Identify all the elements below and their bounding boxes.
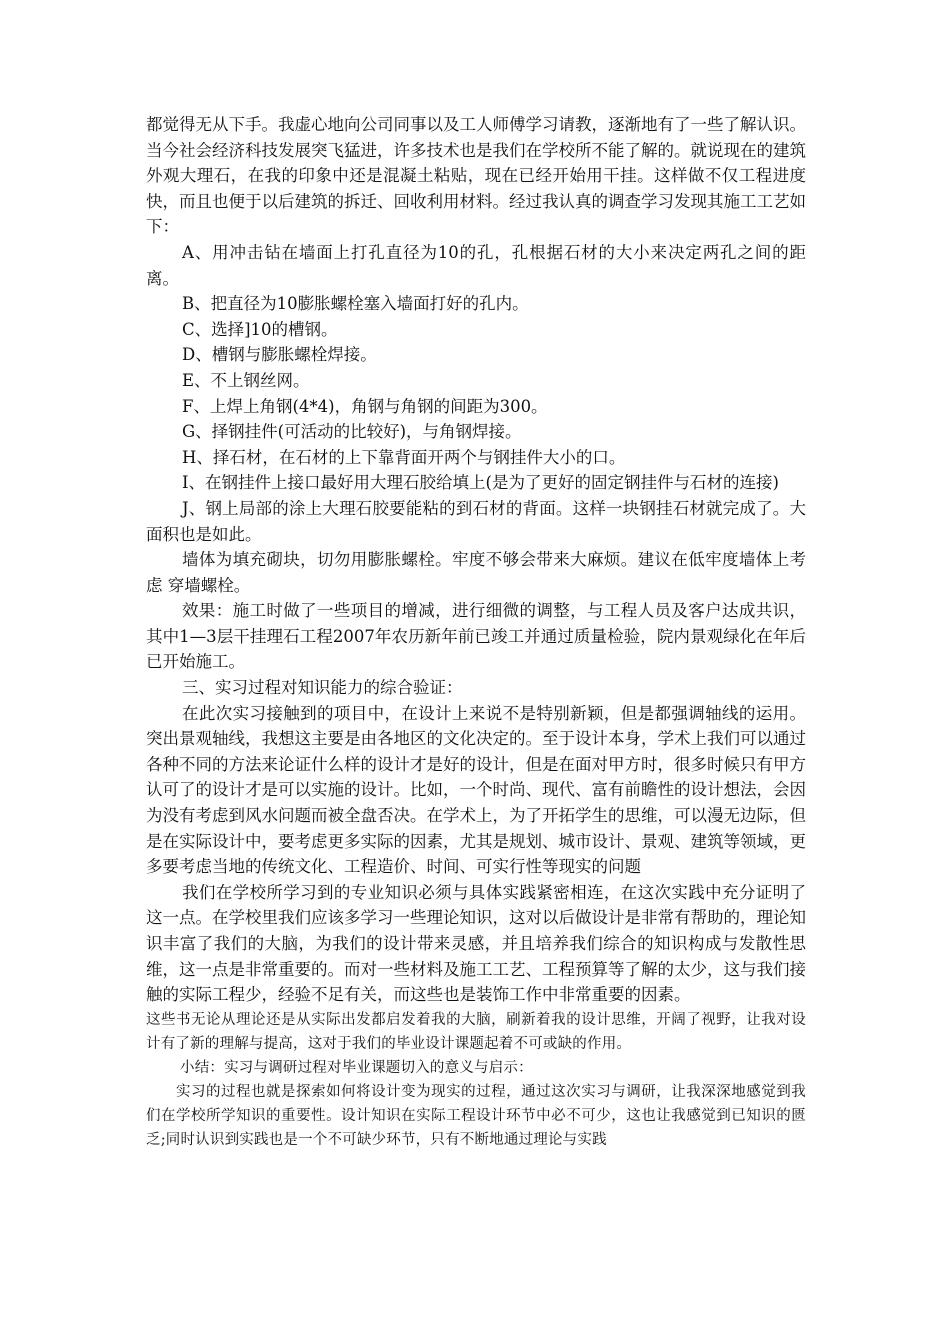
paragraph-axis-design: 在此次实习接触到的项目中，在设计上来说不是特别新颖，但是都强调轴线的运用。突出景观轴线，我想这主要是由各地区的文化决定的。至于设计本身，学术上我们可以通过各种不同的方法来论证什么样的设计才是好的设计，但是在面对甲方时，很多时候只有甲方认可了的设计才是可以实施的设计。比如，一个时尚、现代、富有前瞻性的设计想法，会因为没有考虑到风水问题而被全盘否决。在学术上，为了开拓学生的思维，可以漫无边际，但是在实际设计中，要考虑更多实际的因素，尤其是规划、城市设计、景观、建筑等领域，更多要考虑当地的传统文化、工程造价、时间、可实行性等现实的问题: [146, 703, 806, 877]
paragraph-books: 这些书无论从理论还是从实际出发都启发着我的大脑，刷新着我的设计思维，开阔了视野，让我对设计有了新的理解与提高，这对于我们的毕业设计课题起着不可或缺的作用。: [146, 1011, 806, 1052]
paragraph-wall-note: 墙体为填充砌块，切勿用膨胀螺栓。牢度不够会带来大麻烦。建议在低牢度墙体上考虑 穿墙螺栓。: [146, 550, 806, 595]
step-e: E、不上钢丝网。: [182, 370, 310, 390]
step-i: I、在钢挂件上接口最好用大理石胶给填上(是为了更好的固定钢挂件与石材的连接): [182, 473, 779, 493]
document-body: [146, 112, 806, 1152]
paragraph-effect: 效果：施工时做了一些项目的增减，进行细微的调整，与工程人员及客户达成共识，其中1—3层干挂理石工程2007年农历新年前已竣工并通过质量检验，院内景观绿化在年后已开始施工。: [146, 601, 806, 672]
step-d: D、槽钢与膨胀螺栓焊接。: [182, 345, 377, 365]
paragraph-summary: 实习的过程也就是探索如何将设计变为现实的过程，通过这次实习与调研，让我深深地感觉到我们在学校所学知识的重要性。设计知识在实际工程设计环节中必不可少，这也让我感觉到已知识的匮乏;同时认识到实践也是一个不可缺少环节，只有不断地通过理论与实践: [146, 1083, 806, 1148]
section-heading-three: 三、实习过程对知识能力的综合验证：: [182, 678, 463, 698]
step-g: G、择钢挂件(可活动的比较好)，与角钢焊接。: [182, 422, 522, 442]
step-j: J、钢上局部的涂上大理石胶要能粘的到石材的背面。这样一块钢挂石材就完成了。大面积也是如此。: [146, 498, 806, 544]
step-a: A、用冲击钻在墙面上打孔直径为10的孔，孔根据石材的大小来决定两孔之间的距离。: [146, 242, 806, 288]
step-c: C、选择]10的槽钢。: [182, 319, 338, 339]
step-b: B、把直径为10膨胀螺栓塞入墙面打好的孔内。: [182, 294, 529, 314]
summary-heading: 小结：实习与调研过程对毕业课题切入的意义与启示：: [180, 1059, 533, 1076]
step-f: F、上焊上角钢(4*4)，角钢与角钢的间距为300。: [182, 396, 548, 416]
step-h: H、择石材，在石材的上下靠背面开两个与钢挂件大小的口。: [182, 447, 626, 467]
paragraph-construction-intro: 都觉得无从下手。我虚心地向公司同事以及工人师傅学习请教，逐渐地有了一些了解认识。当今社会经济科技发展突飞猛进，许多技术也是我们在学校所不能了解的。就说现在的建筑外观大理石，在我的印象中还是混凝土粘贴，现在已经开始用干挂。这样做不仅工程进度快，而且也便于以后建筑的拆迁、回收利用材料。经过我认真的调查学习发现其施工工艺如下：: [146, 115, 806, 237]
paragraph-school-knowledge: 我们在学校所学习到的专业知识必须与具体实践紧密相连，在这次实践中充分证明了这一点。在学校里我们应该多学习一些理论知识，这对以后做设计是非常有帮助的，理论知识丰富了我们的大脑，为我们的设计带来灵感，并且培养我们综合的知识构成与发散性思维，这一点是非常重要的。而对一些材料及施工工艺、工程预算等了解的太少，这与我们接触的实际工程少，经验不足有关，而这些也是装饰工作中非常重要的因素。: [146, 882, 806, 1005]
